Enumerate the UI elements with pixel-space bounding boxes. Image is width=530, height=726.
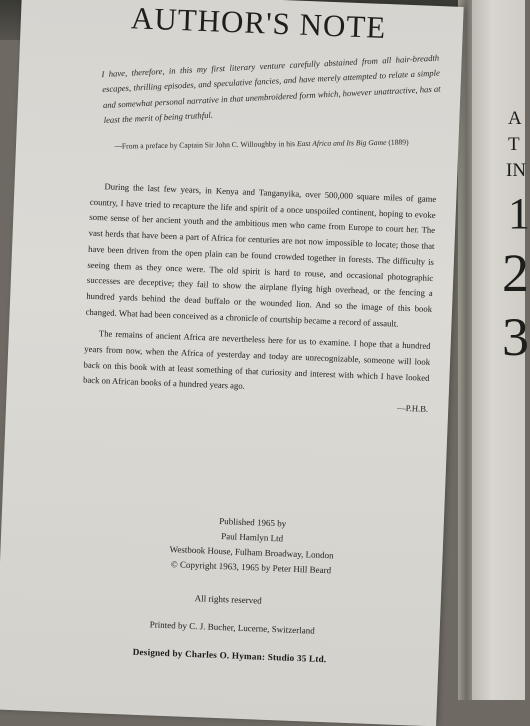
note-body bbox=[82, 179, 436, 418]
facing-page-numeral-2: 2 bbox=[502, 243, 529, 303]
body-paragraph-1: During the last few years, in Kenya and Tanganyika, over 500,000 square miles of game country, I have tried to recapture the life and spirit of a once unspoiled continent, hoping to evoke some sense of her ancient youth and the ambitious men who came from Europe to court her. The vast herds that have been a part of Africa for centuries are not now impossible to locate; those that have been driven from the open plain can be found crowded together in forests. The difficulty is seeing them as they once were. The old spirit is hard to rouse, and occasional photographic successes are deceptive; they fail to show the airplane flying high overhead, or the fencing a hundred yards behind the dead buffalo or the wounded lion. And so the image of this book changed. What had been conceived as a chronicle of courtship became a record of assault. bbox=[85, 181, 437, 329]
facing-page-numeral-1: 1 bbox=[508, 189, 530, 238]
attribution-prefix: —From a preface by Captain Sir John C. Willoughby in his bbox=[114, 139, 296, 151]
imprint-published: Published 1965 by bbox=[219, 515, 287, 529]
imprint-publisher: Paul Hamlyn Ltd bbox=[220, 531, 284, 544]
rights-notice: All rights reserved bbox=[194, 593, 262, 606]
facing-page-numeral-3: 3 bbox=[502, 307, 529, 367]
designer-credit: Designed by Charles O. Hyman: Studio 35 Ltd. bbox=[132, 646, 327, 665]
facing-page-letters-in: IN bbox=[506, 160, 527, 181]
book-binding bbox=[458, 0, 472, 700]
facing-page-letter-t: T bbox=[508, 134, 520, 155]
epigraph-quote: I have, therefore, in this my first literary venture carefully abstained from all hair-breadth escapes, thrilling episodes, and speculative fancies, and have merely attempted to relate a simple and somewhat personal narrative in that unembroidered form which, however unattractive, has at least the merit of being truthful. bbox=[101, 52, 441, 126]
facing-page bbox=[470, 0, 530, 700]
facing-page-letter-a: A bbox=[508, 108, 522, 129]
epigraph-attribution bbox=[114, 138, 408, 151]
printer-credit: Printed by C. J. Bucher, Lucerne, Switzerland bbox=[149, 619, 315, 636]
author-initials: —P.H.B. bbox=[396, 402, 429, 415]
page-title: AUTHOR'S NOTE bbox=[130, 0, 387, 45]
imprint-copyright: © Copyright 1963, 1965 by Peter Hill Beard bbox=[170, 559, 332, 576]
imprint-address: Westbook House, Fulham Broadway, London bbox=[169, 544, 334, 561]
attribution-year: (1889) bbox=[388, 137, 409, 147]
body-paragraph-2: The remains of ancient Africa are nevertheless here for us to examine. I hope that a hundred years from now, when the Africa of yesterday and today are unrecognizable, someone will look back on this book with at least something of that curiosity and interest with which I have looked back on African books of a hundred years ago. bbox=[82, 328, 431, 392]
attribution-book-title: East Africa and Its Big Game bbox=[296, 137, 387, 149]
publisher-imprint bbox=[136, 511, 368, 580]
